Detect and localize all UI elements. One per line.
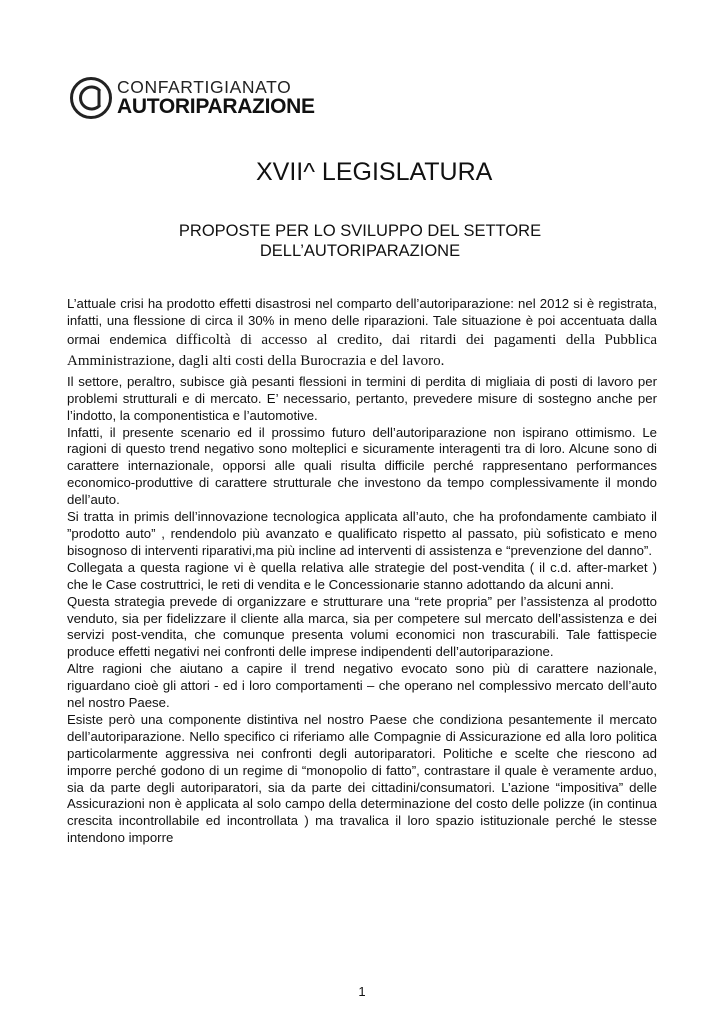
logo-line-2: AUTORIPARAZIONE bbox=[117, 95, 315, 118]
paragraph-5: Questa strategia prevede di organizzare e strutturare una “rete propria” per l’assistenza al prodotto venduto, sia per fidelizzare il cliente alla marca, sia per competere sul mercato dell’assistenza e dei servizi post-vendita, che comunque presenta volumi economici non trascurabili. Tale fattispecie produce effetti negativi nei confronti delle imprese indipendenti dell’autoriparazione. bbox=[67, 593, 657, 660]
intro-text-sans: L’attuale crisi ha prodotto effetti disastrosi nel comparto dell’autoriparazione: nel 2012 si è registrata, infatti, una flessione di circa il 30% in meno delle riparazioni. Tale situazione è poi accentuata dalla ormai endemica bbox=[67, 296, 657, 347]
paragraph-7: Esiste però una componente distintiva nel nostro Paese che condiziona pesantemente il mercato dell’autoriparazione. Nello specifico ci riferiamo alle Compagnie di Assicurazione ed alla loro politica particolarmente aggressiva nei confronti degli autoriparatori. Politiche e scelte che riescono ad imporre perché godono di un regime di “monopolio di fatto”, contrastare il quale è veramente arduo, sia da parte degli autoriparatori, sia da parte dei cittadini/consumatori. L’azione “impositiva” delle Assicurazioni non è applicata al solo campo della determinazione del costo delle polizze (in continua crescita incontrollabile ed incontrollata ) ma travalica il loro spazio istituzionale perché le stesse intendono imporre bbox=[67, 711, 657, 846]
subtitle-line-2: DELL’AUTORIPARAZIONE bbox=[259, 242, 461, 260]
paragraph-1: Il settore, peraltro, subisce già pesanti flessioni in termini di perdita di migliaia di posti di lavoro per problemi strutturali e di mercato. E’ necessario, pertanto, prevedere misure di sostegno anche per l’indotto, la componentistica e l’automotive. bbox=[67, 373, 657, 423]
page-title: XVII^ LEGISLATURA bbox=[256, 158, 493, 186]
paragraph-2: Infatti, il presente scenario ed il prossimo futuro dell’autoriparazione non ispirano ottimismo. Le ragioni di questo trend negativo sono molteplici e sicuramente interagenti tra di loro. Alcune sono di carattere internazionale, opporsi alle quali risulta difficile perché rappresentano performances economico-produttive di carattere strutturale che investono da tempo complessivamente il mondo dell’auto. bbox=[67, 424, 657, 508]
document-body bbox=[67, 296, 657, 847]
page-number: 1 bbox=[358, 984, 366, 999]
paragraph-3: Si tratta in primis dell’innovazione tecnologica applicata all’auto, che ha profondamente cambiato il ”prodotto auto” , rendendolo più avanzato e qualificato rispetto al passato, più sofisticato e meno bisognoso di interventi riparativi,ma più incline ad interventi di assistenza e “prevenzione del danno”. bbox=[67, 509, 657, 558]
intro-text-serif: difficoltà di accesso al credito, dai ritardi dei pagamenti della Pubblica Amministrazione, dagli alti costi della Burocrazia e del lavoro. bbox=[67, 331, 657, 369]
confartigianato-logo bbox=[69, 76, 329, 122]
intro-paragraph bbox=[67, 296, 657, 372]
paragraph-4: Collegata a questa ragione vi è quella relativa alle strategie del post-vendita ( il c.d. after-market ) che le Case costruttrici, le reti di vendita e le Concessionarie stanno adottando da alcuni anni. bbox=[67, 559, 657, 592]
subtitle-line-1: PROPOSTE PER LO SVILUPPO DEL SETTORE bbox=[178, 222, 542, 240]
paragraph-6: Altre ragioni che aiutano a capire il trend negativo evocato sono più di carattere nazionale, riguardano cioè gli attori - ed i loro comportamenti – che operano nel complessivo mercato dell’auto nel nostro Paese. bbox=[67, 661, 657, 711]
confartigianato-logo-mark-icon bbox=[69, 76, 113, 120]
subtitle bbox=[130, 221, 590, 261]
logo-line-1: CONFARTIGIANATO bbox=[117, 77, 292, 97]
